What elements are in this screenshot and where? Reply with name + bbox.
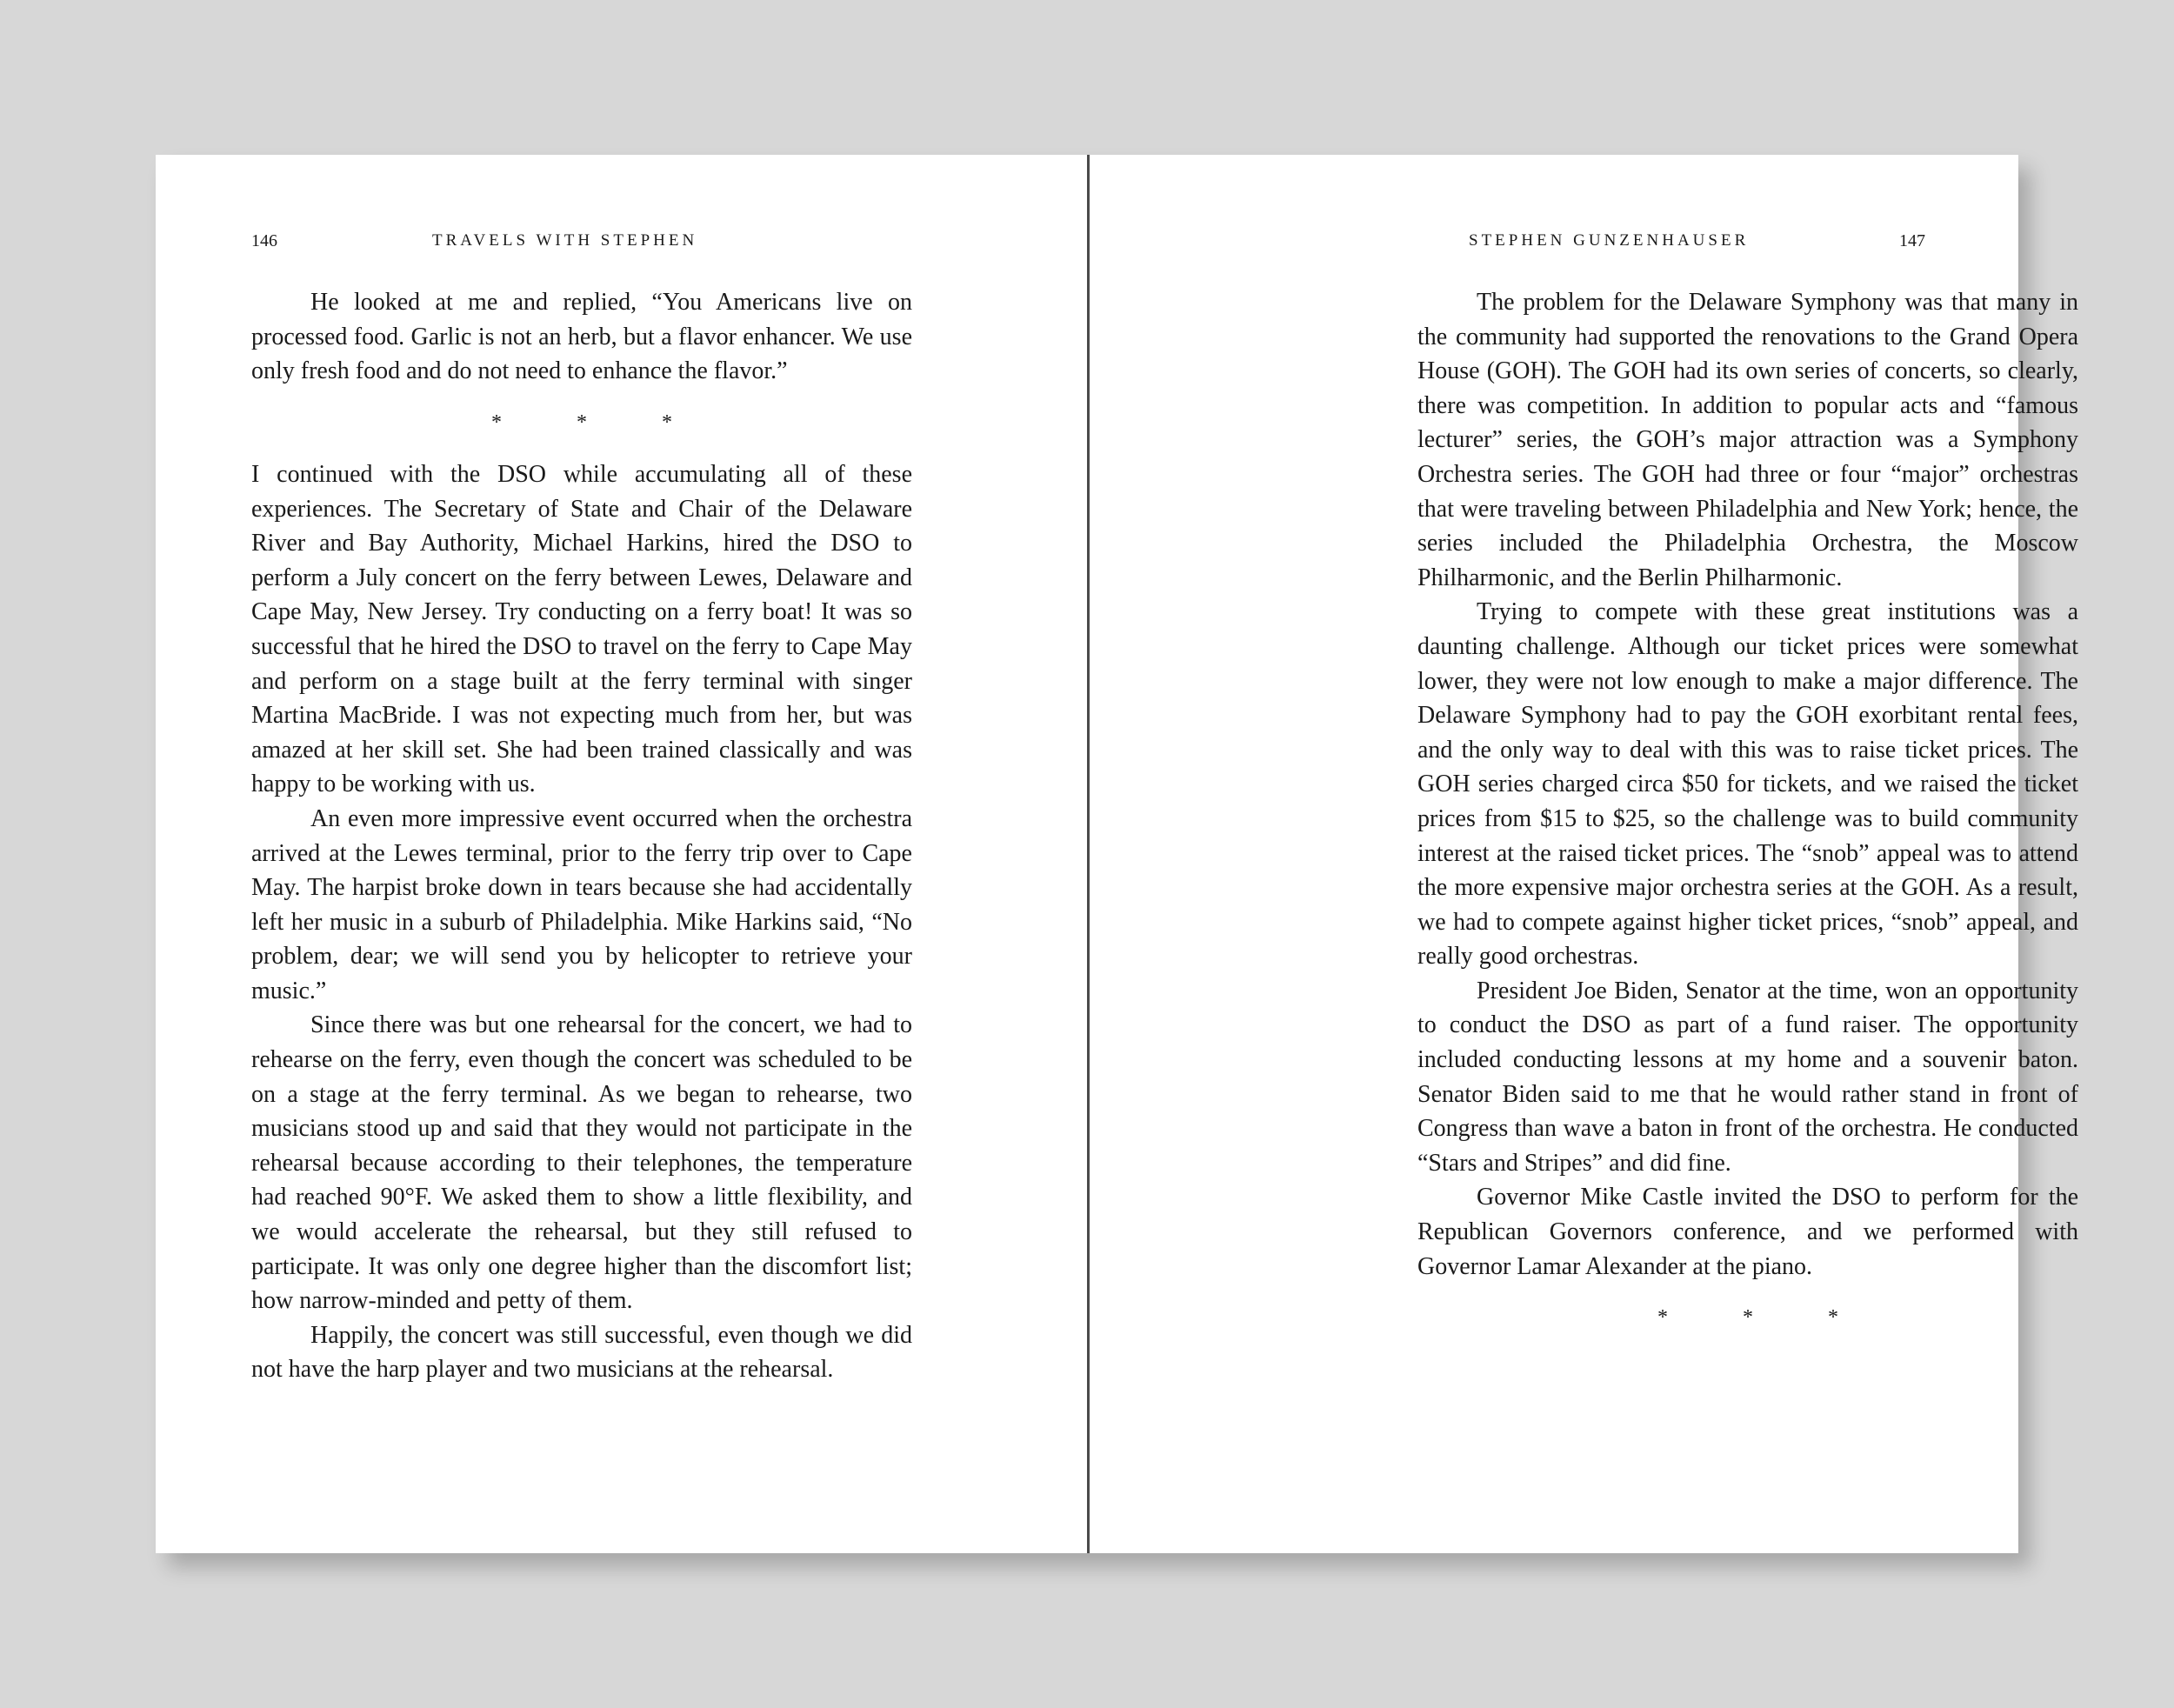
page-number: 146	[251, 231, 277, 250]
left-page	[156, 155, 1087, 1553]
paragraph: Happily, the concert was still successful, even though we did not have the harp player and two musicians at the rehearsal.	[251, 1321, 912, 1384]
section-break: * * *	[491, 410, 707, 434]
paragraph: Since there was but one rehearsal for the concert, we had to rehearse on the ferry, even though the concert was scheduled to be on a stage at the ferry terminal. As we began to rehearse, two musicians stood up and said that they would not participate in the rehearsal because according to their telephones, the temperature had reached 90°F. We asked them to show a little flexibility, and we would accelerate the rehearsal, but they still refused to participate. It was only one degree higher than the discomfort list; how narrow-minded and petty of them.	[251, 1011, 912, 1315]
paragraph: The problem for the Delaware Symphony was that many in the community had supported the renovations to the Grand Opera House (GOH). The GOH had its own series of concerts, so clearly, there was competition. In addition to popular acts and “famous lecturer” series, the GOH’s major attraction was a Symphony Orchestra series. The GOH had three or four “major” orchestras that were traveling between Philadelphia and New York; hence, the series included the Philadelphia Orchestra, the Moscow Philharmonic, and the Berlin Philharmonic.	[1417, 289, 2078, 591]
running-head: TRAVELS WITH STEPHEN	[432, 231, 698, 250]
body-text	[1417, 285, 2078, 1352]
paragraph: An even more impressive event occurred when the orchestra arrived at the Lewes terminal, prior to the ferry trip over to Cape May. The harpist broke down in tears because she had accidentally left her music in a suburb of Philadelphia. Mike Harkins said, “No problem, dear; we will send you by helicopter to retrieve your music.”	[251, 804, 912, 1004]
paragraph: Governor Mike Castle invited the DSO to perform for the Republican Governors conference, and we performed with Governor Lamar Alexander at the piano.	[1417, 1184, 2078, 1280]
paragraph: He looked at me and replied, “You Americans live on processed food. Garlic is not an herb, but a flavor enhancer. We use only fresh food and do not need to enhance the flavor.”	[251, 289, 912, 385]
book-spread	[156, 155, 2078, 1553]
paragraph: President Joe Biden, Senator at the time, won an opportunity to conduct the DSO as part of a fund raiser. The opportunity included conducting lessons at my home and a souvenir baton. Senator Biden said to me that he would rather stand in front of Congress than wave a baton in front of the orchestra. He conducted “Stars and Stripes” and did fine.	[1417, 977, 2078, 1177]
section-break: * * *	[1657, 1306, 1873, 1330]
right-page	[1090, 155, 2078, 1553]
page-number: 147	[1899, 231, 1925, 250]
body-text	[251, 285, 912, 1387]
paragraph: I continued with the DSO while accumulating all of these experiences. The Secretary of State and Chair of the Delaware River and Bay Authority, Michael Harkins, hired the DSO to perform a July concert on the ferry between Lewes, Delaware and Cape May, New Jersey. Try conducting on a ferry boat! It was so successful that he hired the DSO to travel on the ferry to Cape May and perform on a stage built at the ferry terminal with singer Martina MacBride. I was not expecting much from her, but was amazed at her skill set. She had been trained classically and was happy to be working with us.	[251, 460, 912, 798]
paragraph: Trying to compete with these great institutions was a daunting challenge. Although our ticket prices were somewhat lower, they were not low enough to make a major difference. The Delaware Symphony had to pay the GOH exorbitant rental fees, and the only way to deal with this was to raise ticket prices. The GOH series charged circa $50 for tickets, and we raised the ticket prices from $15 to $25, so the challenge was to build community interest at the raised ticket prices. The “snob” appeal was to attend the more expensive major orchestra series at the GOH. As a result, we had to compete against higher ticket prices, “snob” appeal, and really good orchestras.	[1417, 598, 2078, 971]
running-head: STEPHEN GUNZENHAUSER	[1469, 231, 1750, 250]
